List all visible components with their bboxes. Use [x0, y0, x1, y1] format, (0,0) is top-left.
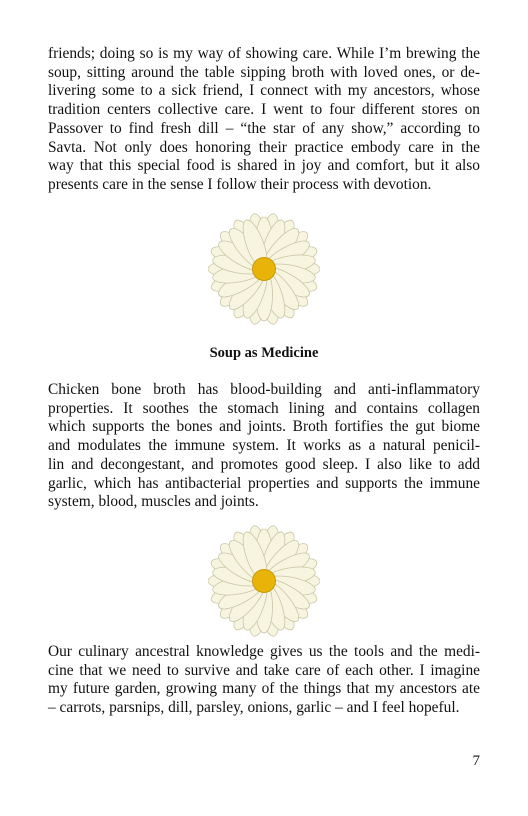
- paragraph-2: [48, 381, 480, 512]
- text-line: and modulates the immune system. It works as a natural penicil-: [48, 437, 480, 455]
- text-line: friends; doing so is my way of showing care. While I’m brewing the: [48, 45, 480, 62]
- text-line: Passover to find fresh dill – “the star of any show,” according to: [48, 119, 480, 137]
- daisy-flower-icon: [208, 523, 320, 639]
- text-line: tradition centers collective care. I went to four different stores on: [48, 101, 480, 119]
- text-line: presents care in the sense I follow their process with devotion.: [48, 175, 432, 193]
- text-line: – carrots, parsnips, dill, parsley, onions, garlic – and I feel hopeful.: [48, 699, 460, 717]
- text-line: properties. It soothes the stomach lining and contains collagen: [48, 399, 480, 417]
- text-line: soup, sitting around the table sipping broth with loved ones, or de-: [48, 63, 480, 81]
- text-line: which supports the bones and joints. Broth fortifies the gut biome: [48, 418, 480, 436]
- text-line: lin and decongestant, and promotes good sleep. I also like to add: [48, 455, 480, 473]
- page-number: 7: [472, 753, 480, 769]
- text-line: garlic, which has antibacterial properties and supports the immune: [48, 474, 480, 492]
- paragraph-3: [48, 643, 480, 718]
- text-line: livering some to a sick friend, I connect with my ancestors, whose: [48, 82, 480, 100]
- daisy-flower-icon: [208, 211, 320, 327]
- text-line: system, blood, muscles and joints.: [48, 493, 259, 511]
- text-line: way that this special food is shared in joy and comfort, but it also: [48, 157, 480, 175]
- text-line: Our culinary ancestral knowledge gives us the tools and the medi-: [48, 643, 480, 660]
- text-line: Chicken bone broth has blood-building and anti-inflammatory: [48, 381, 480, 398]
- text-line: Savta. Not only does honoring their practice embody care in the: [48, 138, 480, 156]
- text-line: cine that we need to survive and take care of each other. I imagine: [48, 661, 480, 679]
- paragraph-1: [48, 45, 480, 195]
- section-heading: Soup as Medicine: [209, 345, 319, 361]
- text-line: my future garden, growing many of the things that my ancestors ate: [48, 680, 480, 698]
